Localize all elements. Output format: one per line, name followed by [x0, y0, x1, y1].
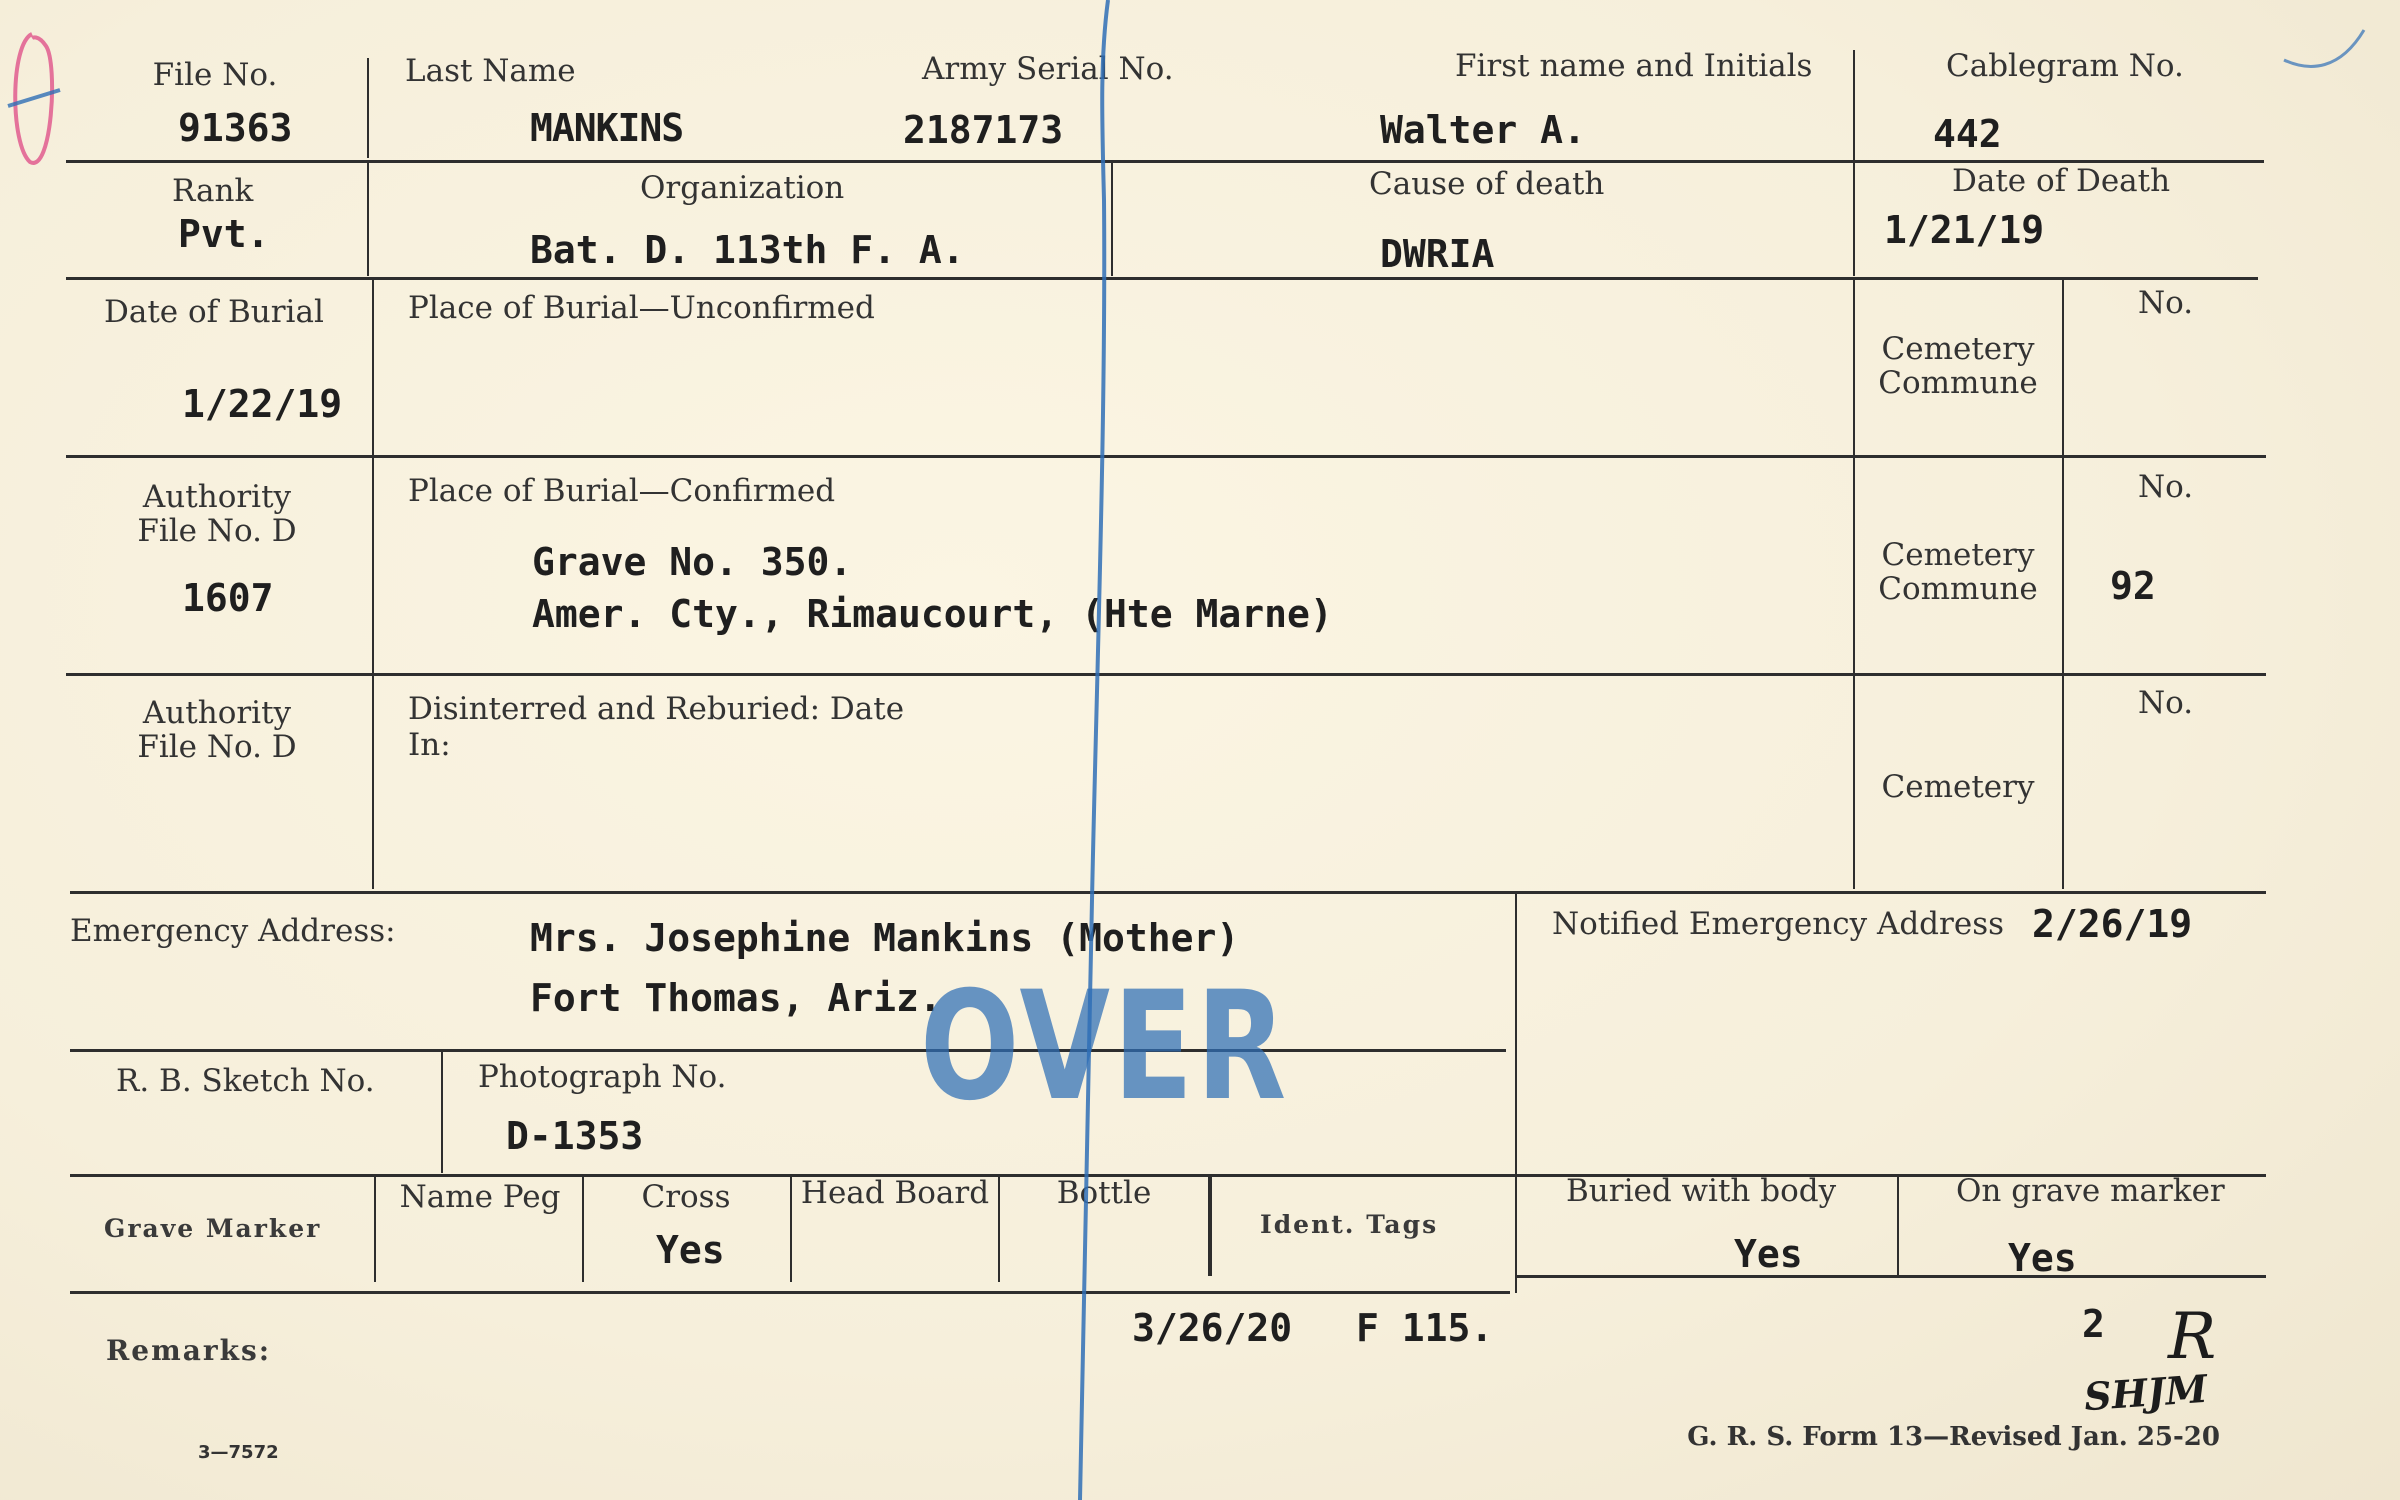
no-label: No.	[2138, 469, 2194, 505]
on-grave-marker-label: On grave marker	[1956, 1173, 2225, 1209]
divider	[1515, 893, 1517, 1293]
divider	[367, 58, 369, 158]
cause-of-death-value: DWRIA	[1380, 232, 1495, 276]
place-unconfirmed-label: Place of Burial—Unconfirmed	[408, 290, 875, 326]
emergency-address-label: Emergency Address:	[70, 913, 396, 949]
form-identifier: G. R. S. Form 13—Revised Jan. 25-20	[1687, 1422, 2220, 1452]
authority-label: Authority	[142, 479, 292, 515]
cablegram-value: 442	[1933, 112, 2002, 156]
divider	[2062, 279, 2064, 889]
cemetery-no-value: 92	[2110, 564, 2156, 608]
cablegram-label: Cablegram No.	[1946, 48, 2184, 84]
first-name-label: First name and Initials	[1455, 48, 1813, 84]
divider	[1853, 50, 1855, 276]
handwritten-signature: SHJM	[2082, 1365, 2209, 1420]
divider	[372, 279, 374, 889]
blue-tick-mark	[2280, 20, 2370, 80]
cause-of-death-label: Cause of death	[1369, 166, 1605, 202]
no-label: No.	[2138, 285, 2194, 321]
cross-value: Yes	[656, 1228, 725, 1272]
on-grave-marker-value: Yes	[2008, 1236, 2077, 1280]
rank-value: Pvt.	[178, 212, 270, 256]
remarks-date: 3/26/20	[1132, 1306, 1293, 1350]
first-name-value: Walter A.	[1380, 108, 1586, 152]
photograph-label: Photograph No.	[478, 1059, 727, 1095]
authority-file-label: File No. D	[137, 729, 297, 765]
cross-label: Cross	[641, 1179, 731, 1215]
divider	[1853, 279, 1855, 889]
commune-label: Commune	[1878, 365, 2038, 401]
divider	[441, 1051, 443, 1173]
notified-label: Notified Emergency Address	[1552, 906, 2005, 942]
cemetery-label: Cemetery	[1881, 331, 2035, 367]
disinterred-label: Disinterred and Reburied: Date	[408, 691, 905, 727]
emergency-address-line1: Mrs. Josephine Mankins (Mother)	[530, 916, 1240, 960]
organization-value: Bat. D. 113th F. A.	[530, 228, 965, 272]
divider	[1897, 1176, 1899, 1276]
rule	[70, 891, 2266, 894]
rule	[66, 455, 2266, 458]
form-number: 3—7572	[198, 1442, 279, 1463]
cemetery-label: Cemetery	[1881, 769, 2035, 805]
remarks-label: Remarks:	[106, 1334, 272, 1367]
rule	[66, 277, 2258, 280]
buried-with-body-value: Yes	[1734, 1232, 1803, 1276]
over-stamp: OVER	[920, 960, 1290, 1134]
photograph-no-value: D-1353	[506, 1114, 644, 1158]
divider	[790, 1176, 792, 1282]
authority-file-value: 1607	[182, 576, 274, 620]
divider	[998, 1176, 1000, 1282]
blue-pen-line	[1060, 0, 1120, 1500]
file-no-value: 91363	[178, 106, 293, 150]
rule	[70, 1291, 1510, 1294]
rule	[66, 673, 2266, 676]
ident-tags-label: Ident. Tags	[1260, 1210, 1439, 1239]
emergency-address-line2: Fort Thomas, Ariz.	[530, 976, 942, 1020]
pink-check-mark	[2, 24, 72, 174]
no-label: No.	[2138, 685, 2194, 721]
grave-number: Grave No. 350.	[532, 540, 853, 584]
last-name-value: MANKINS	[530, 106, 684, 150]
rank-label: Rank	[172, 173, 254, 209]
army-serial-value: 2187173	[903, 108, 1064, 152]
date-of-death-label: Date of Death	[1952, 163, 2171, 199]
bottle-label: Bottle	[1056, 1175, 1152, 1211]
date-of-death-value: 1/21/19	[1884, 208, 2045, 252]
organization-label: Organization	[640, 170, 845, 206]
file-no-label: File No.	[152, 57, 278, 93]
rule	[1516, 1275, 2266, 1278]
reviewer-initial: R	[2168, 1300, 2217, 1374]
remarks-reference: F 115.	[1356, 1306, 1494, 1350]
last-name-label: Last Name	[405, 53, 576, 89]
remarks-count: 2	[2082, 1302, 2105, 1346]
army-serial-label: Army Serial No.	[922, 51, 1174, 87]
divider	[1208, 1176, 1212, 1276]
divider	[374, 1176, 376, 1282]
date-of-burial-label: Date of Burial	[104, 294, 324, 330]
notified-date: 2/26/19	[2032, 902, 2193, 946]
authority-file-label: File No. D	[137, 513, 297, 549]
date-of-burial-value: 1/22/19	[182, 382, 343, 426]
head-board-label: Head Board	[800, 1175, 990, 1211]
reburied-in-label: In:	[408, 727, 451, 763]
divider	[582, 1176, 584, 1282]
cemetery-label: Cemetery	[1881, 537, 2035, 573]
rule	[70, 1049, 1506, 1052]
place-confirmed-label: Place of Burial—Confirmed	[408, 473, 836, 509]
divider	[367, 162, 369, 276]
rb-sketch-label: R. B. Sketch No.	[116, 1063, 375, 1099]
buried-with-body-label: Buried with body	[1566, 1173, 1837, 1209]
cemetery-location: Amer. Cty., Rimaucourt, (Hte Marne)	[532, 592, 1333, 636]
name-peg-label: Name Peg	[399, 1179, 561, 1215]
rule	[66, 160, 2264, 163]
grave-marker-label: Grave Marker	[104, 1214, 322, 1243]
authority-label: Authority	[142, 695, 292, 731]
commune-label: Commune	[1878, 571, 2038, 607]
